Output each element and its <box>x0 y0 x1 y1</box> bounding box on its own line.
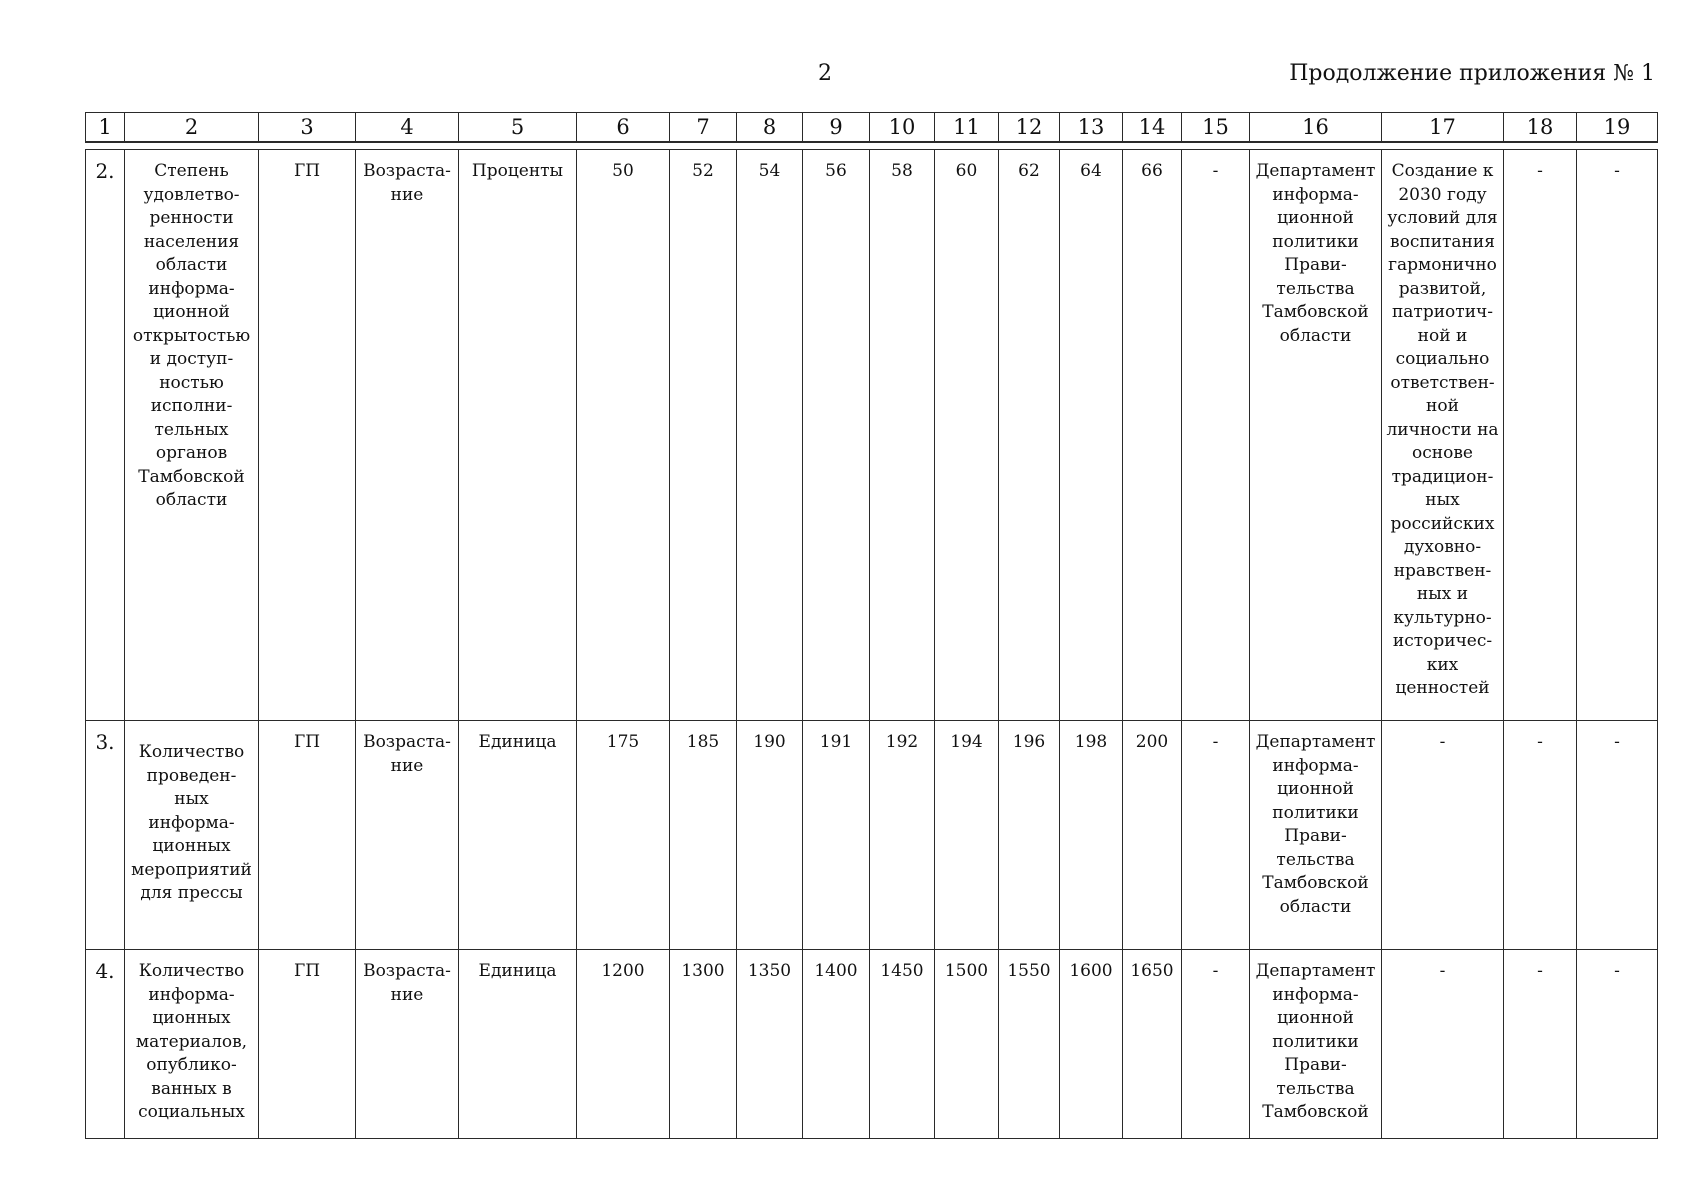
table-row <box>86 721 1658 950</box>
column-header: 17 <box>1382 113 1504 143</box>
value-cell: - <box>1182 721 1250 950</box>
text-line: Тамбовской <box>1262 873 1369 893</box>
value-cell: 62 <box>999 150 1060 721</box>
page-number: 2 <box>818 61 832 86</box>
text-line: ких <box>1426 654 1459 675</box>
indicator-unit: Единица <box>459 950 577 1139</box>
value-cell: - <box>1577 150 1658 721</box>
value-cell: 196 <box>999 721 1060 950</box>
value-cell: - <box>1504 150 1577 721</box>
column-header: 16 <box>1250 113 1382 143</box>
text-line: населения <box>143 231 240 252</box>
text-line: области <box>1279 896 1352 917</box>
text-line: Количество <box>138 961 245 981</box>
text-line: Тамбовской <box>1262 1102 1369 1122</box>
text-line: удовлетво- <box>143 184 240 205</box>
goal-link: - <box>1382 950 1504 1139</box>
text-line: материалов, <box>135 1031 248 1052</box>
text-line: области <box>155 255 228 275</box>
value-cell: 1400 <box>803 950 870 1139</box>
text-line: ных <box>174 789 209 809</box>
separator-row <box>86 142 1658 150</box>
text-line: ционной <box>1277 208 1354 228</box>
column-header: 8 <box>737 113 803 143</box>
value-cell: 1500 <box>935 950 999 1139</box>
value-cell: 175 <box>577 721 670 950</box>
goal-link: - <box>1382 721 1504 950</box>
separator-cell <box>86 142 1658 150</box>
text-line: тельства <box>1276 1078 1355 1099</box>
text-line: культурно- <box>1393 607 1492 628</box>
column-header: 3 <box>259 113 356 143</box>
text-line: ционных <box>152 1008 231 1028</box>
text-line: традицион- <box>1391 466 1494 487</box>
text-line: исполни- <box>150 396 233 416</box>
indicator-name <box>125 950 259 1139</box>
row-number: 2. <box>86 150 125 721</box>
text-line: мероприятий <box>131 859 252 880</box>
text-line: ной <box>1426 396 1459 416</box>
text-line: тельства <box>1276 849 1355 870</box>
text-line: ной и <box>1417 325 1468 346</box>
column-header: 15 <box>1182 113 1250 143</box>
text-line: гармонично <box>1388 255 1497 275</box>
value-cell: 1600 <box>1060 950 1123 1139</box>
text-line: ние <box>390 755 424 776</box>
value-cell: 198 <box>1060 721 1123 950</box>
responsible-body <box>1250 950 1382 1139</box>
value-cell: 194 <box>935 721 999 950</box>
text-line: информа- <box>1272 984 1359 1005</box>
column-header: 2 <box>125 113 259 143</box>
column-header: 18 <box>1504 113 1577 143</box>
indicator-type: ГП <box>259 150 356 721</box>
text-line: ционной <box>1277 779 1354 799</box>
value-cell: - <box>1182 950 1250 1139</box>
value-cell: 60 <box>935 150 999 721</box>
text-line: основе <box>1412 443 1473 463</box>
text-line: области <box>1279 325 1352 346</box>
continuation-heading: Продолжение приложения № 1 <box>1289 61 1655 86</box>
column-header: 7 <box>670 113 737 143</box>
value-cell: 1200 <box>577 950 670 1139</box>
text-line: Тамбовской <box>138 466 245 487</box>
text-line: политики <box>1272 231 1359 252</box>
text-line: Прави- <box>1284 255 1347 275</box>
text-line: ние <box>390 184 424 205</box>
text-line: органов <box>155 443 228 463</box>
goal-link <box>1382 150 1504 721</box>
text-line: открытостью <box>132 325 251 346</box>
text-line: тельных <box>154 419 229 440</box>
value-cell: 191 <box>803 721 870 950</box>
value-cell: 185 <box>670 721 737 950</box>
text-line: Департамент <box>1255 961 1376 981</box>
text-line: политики <box>1272 802 1359 823</box>
text-line: социально <box>1395 349 1490 369</box>
text-line: историчес- <box>1392 631 1493 651</box>
text-line: Создание к <box>1391 161 1494 181</box>
row-number: 3. <box>86 721 125 950</box>
text-line: ных и <box>1416 584 1469 604</box>
value-cell: 52 <box>670 150 737 721</box>
indicator-type: ГП <box>259 721 356 950</box>
value-cell: 1300 <box>670 950 737 1139</box>
text-line: ностью <box>159 372 224 393</box>
text-line: личности на <box>1386 419 1499 440</box>
text-line: информа- <box>148 278 235 299</box>
text-line: опублико- <box>146 1055 237 1075</box>
column-header: 5 <box>459 113 577 143</box>
column-header: 6 <box>577 113 670 143</box>
text-line: Степень <box>154 161 229 181</box>
indicator-trend <box>356 721 459 950</box>
indicator-trend <box>356 950 459 1139</box>
column-header: 9 <box>803 113 870 143</box>
text-line: развитой, <box>1398 278 1487 299</box>
text-line: воспитания <box>1390 231 1495 252</box>
text-line: Тамбовской <box>1262 302 1369 322</box>
column-number-row <box>86 113 1658 143</box>
column-header: 10 <box>870 113 935 143</box>
value-cell: 1550 <box>999 950 1060 1139</box>
text-line: российских <box>1390 513 1495 534</box>
value-cell: - <box>1504 950 1577 1139</box>
value-cell: 56 <box>803 150 870 721</box>
text-line: Департамент <box>1255 732 1376 752</box>
text-line: нравствен- <box>1393 560 1492 581</box>
indicator-name <box>125 721 259 950</box>
value-cell: 1350 <box>737 950 803 1139</box>
text-line: ответствен- <box>1390 372 1495 393</box>
indicators-table <box>85 112 1658 1139</box>
text-line: и доступ- <box>149 349 234 369</box>
indicator-type: ГП <box>259 950 356 1139</box>
text-line: ценностей <box>1395 678 1490 698</box>
text-line: ционной <box>153 302 230 322</box>
table-row <box>86 150 1658 721</box>
text-line: патриотич- <box>1391 302 1494 322</box>
text-line: для прессы <box>140 883 243 903</box>
value-cell: 190 <box>737 721 803 950</box>
text-line: информа- <box>1272 755 1359 776</box>
column-header: 11 <box>935 113 999 143</box>
text-line: ренности <box>149 208 234 228</box>
column-header: 1 <box>86 113 125 143</box>
text-line: Возраста- <box>363 732 451 752</box>
responsible-body <box>1250 721 1382 950</box>
value-cell: 54 <box>737 150 803 721</box>
value-cell: 66 <box>1123 150 1182 721</box>
value-cell: 200 <box>1123 721 1182 950</box>
text-line: тельства <box>1276 278 1355 299</box>
indicator-name <box>125 150 259 721</box>
text-line: проведен- <box>146 765 237 786</box>
text-line: ционных <box>152 836 231 856</box>
value-cell: 64 <box>1060 150 1123 721</box>
indicator-unit: Единица <box>459 721 577 950</box>
column-header: 19 <box>1577 113 1658 143</box>
value-cell: 192 <box>870 721 935 950</box>
text-line: информа- <box>1272 184 1359 205</box>
value-cell: 58 <box>870 150 935 721</box>
column-header: 14 <box>1123 113 1182 143</box>
table-row <box>86 950 1658 1139</box>
text-line: Количество <box>138 742 245 762</box>
column-header: 12 <box>999 113 1060 143</box>
responsible-body <box>1250 150 1382 721</box>
text-line: Прави- <box>1284 1055 1347 1075</box>
value-cell: - <box>1577 721 1658 950</box>
text-line: ние <box>390 984 424 1005</box>
text-line: ванных в <box>151 1078 232 1099</box>
text-line: условий для <box>1387 208 1498 228</box>
row-number: 4. <box>86 950 125 1139</box>
text-line: 2030 году <box>1398 184 1487 205</box>
text-line: Возраста- <box>363 961 451 981</box>
value-cell: 1650 <box>1123 950 1182 1139</box>
value-cell: 1450 <box>870 950 935 1139</box>
indicator-trend <box>356 150 459 721</box>
text-line: ных <box>1425 490 1460 510</box>
text-line: Возраста- <box>363 161 451 181</box>
value-cell: 50 <box>577 150 670 721</box>
text-line: Прави- <box>1284 826 1347 846</box>
text-line: ционной <box>1277 1008 1354 1028</box>
column-header: 13 <box>1060 113 1123 143</box>
value-cell: - <box>1504 721 1577 950</box>
text-line: информа- <box>148 812 235 833</box>
text-line: области <box>155 490 228 510</box>
indicator-unit: Проценты <box>459 150 577 721</box>
text-line: духовно- <box>1403 537 1482 557</box>
text-line: социальных <box>138 1102 245 1122</box>
value-cell: - <box>1577 950 1658 1139</box>
text-line: политики <box>1272 1031 1359 1052</box>
value-cell: - <box>1182 150 1250 721</box>
text-line: Департамент <box>1255 161 1376 181</box>
text-line: информа- <box>148 984 235 1005</box>
column-header: 4 <box>356 113 459 143</box>
